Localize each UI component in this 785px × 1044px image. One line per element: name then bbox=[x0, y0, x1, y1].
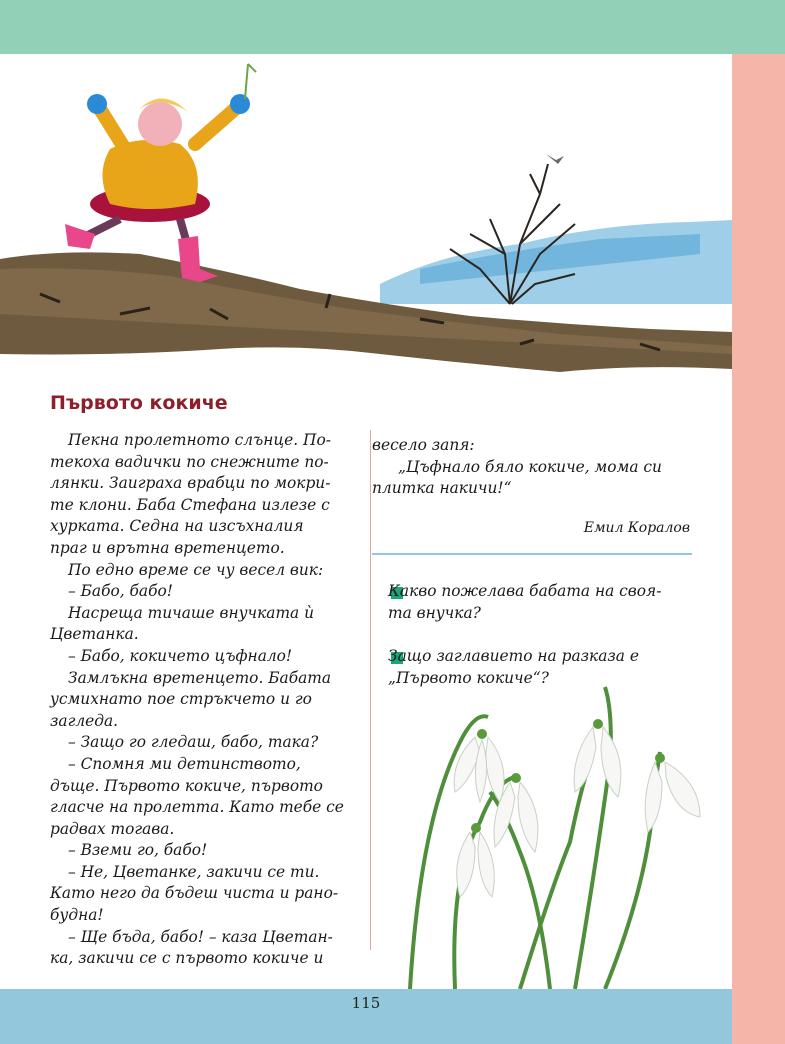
page-number: 115 bbox=[351, 994, 381, 1012]
story-line: – Бабо, кокичето цъфнало! bbox=[68, 646, 293, 665]
story-line: ка, закичи се с първото кокиче и bbox=[50, 949, 324, 968]
story-line: – Вземи го, бабо! bbox=[68, 841, 208, 860]
story-text-left bbox=[50, 430, 362, 970]
story-line: – Спомня ми детинството, bbox=[68, 754, 301, 773]
story-line: Като него да бъдеш чиста и рано- bbox=[50, 884, 339, 903]
story-line: весело запя: bbox=[372, 436, 475, 454]
question-line: Какво пожелава бабата на своя- bbox=[388, 582, 662, 600]
story-line: Цветанка. bbox=[50, 625, 139, 644]
bird bbox=[546, 154, 564, 164]
question-line: „Първото кокиче“? bbox=[388, 668, 549, 687]
story-line: По едно време се чу весел вик: bbox=[68, 560, 324, 579]
story-line: „Цъфнало бяло кокиче, мома си bbox=[398, 457, 662, 476]
top-color-band bbox=[0, 0, 785, 54]
story-line: гласче на пролетта. Като тебе се bbox=[50, 798, 344, 817]
story-author: Емил Коралов bbox=[583, 520, 690, 536]
story-line: усмихнато пое стръкчето и го bbox=[50, 690, 312, 709]
story-line: те клони. Баба Стефана излезе с bbox=[50, 495, 330, 514]
story-line: текоха вадички по снежните по- bbox=[50, 452, 329, 471]
story-line: дъще. Първото кокиче, първото bbox=[50, 776, 323, 795]
story-line: Пекна пролетното слънце. По- bbox=[68, 431, 331, 449]
story-illustration bbox=[0, 54, 732, 394]
question-1 bbox=[388, 581, 708, 624]
question-line: та внучка? bbox=[388, 603, 481, 622]
story-text-right bbox=[372, 435, 697, 500]
story-line: – Защо го гледаш, бабо, така? bbox=[68, 733, 319, 752]
story-line: – Бабо, бабо! bbox=[68, 582, 173, 601]
story-line: Насреща тичаше внучката ѝ bbox=[68, 603, 315, 622]
story-line: будна! bbox=[50, 906, 104, 925]
column-divider bbox=[370, 430, 371, 950]
girl bbox=[65, 64, 256, 282]
story-line: хурката. Седна на изсъхналия bbox=[50, 517, 304, 536]
story-title: Първото кокиче bbox=[50, 392, 228, 414]
story-line: загледа. bbox=[50, 711, 119, 730]
story-line: праг и врътна вретенцето. bbox=[50, 538, 285, 557]
story-line: Замлъкна вретенцето. Бабата bbox=[68, 668, 332, 687]
side-color-band bbox=[732, 54, 785, 1044]
story-line: радвах тогава. bbox=[50, 819, 175, 838]
story-line: лянки. Заиграха врабци по мокри- bbox=[50, 474, 331, 493]
section-divider bbox=[372, 553, 692, 555]
story-line: – Ще бъда, бабо! – каза Цветан- bbox=[68, 927, 333, 946]
snowdrop-photo bbox=[400, 672, 732, 989]
question-line: Защо заглавието на разказа е bbox=[388, 647, 639, 665]
story-line: плитка накичи!“ bbox=[372, 479, 512, 498]
story-line: – Не, Цветанке, закичи се ти. bbox=[68, 862, 320, 881]
